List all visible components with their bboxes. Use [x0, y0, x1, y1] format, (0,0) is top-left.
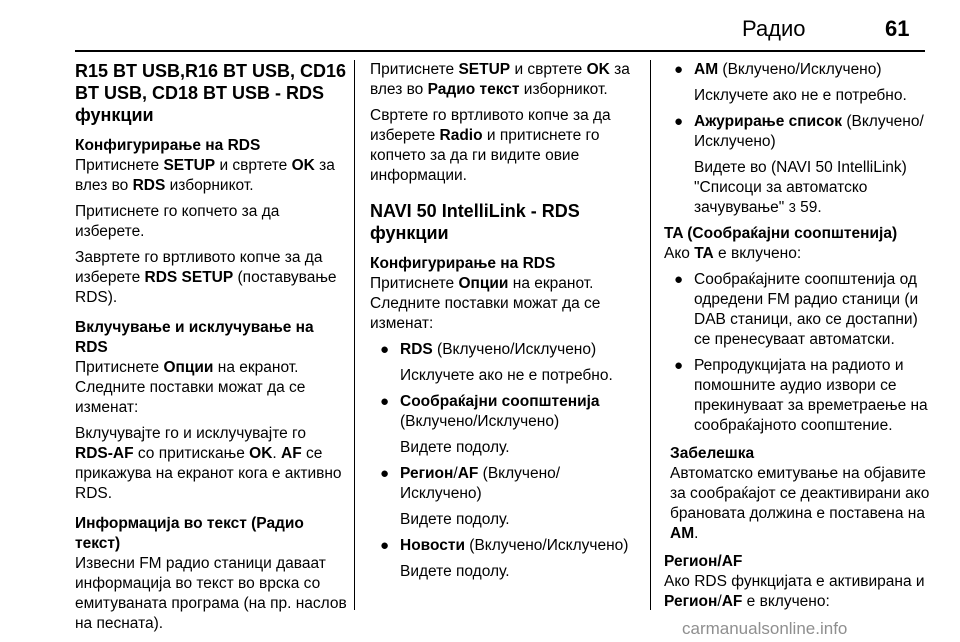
column-3 — [664, 60, 934, 618]
bullet-icon: ● — [674, 357, 684, 374]
bullet-icon: ● — [674, 61, 684, 78]
column-1 — [75, 60, 347, 640]
subheading-ta: TA (Сообраќајни соопштенија) — [664, 225, 898, 242]
column-divider-2 — [650, 60, 651, 610]
list-item: ● Ажурирање список (Вклучено/ Исклучено) Видете во (NAVI 50 IntelliLink) "Списоци за автоматско зачувување" 3 59. — [674, 113, 924, 216]
page-number: 61 — [885, 16, 910, 41]
subheading-rds-onoff: Вклучување и исклучување на RDS — [75, 319, 314, 356]
column-2 — [370, 60, 638, 588]
options-list-continued — [664, 60, 934, 218]
paragraph: Свртете го вртливото копче за да изберете Radio и притиснете го копчето за да ги видите овие информации. — [370, 107, 611, 184]
paragraph: Притиснете SETUP и свртете OK за влез во Радио текст изборникот. — [370, 61, 630, 98]
paragraph: Притиснете SETUP и свртете OK за влез во RDS изборникот. — [75, 157, 335, 194]
bullet-icon: ● — [380, 341, 390, 358]
paragraph: Притиснете Опции на екранот. Следните поставки можат да се изменат: — [370, 275, 601, 332]
options-list — [370, 340, 638, 582]
ta-list — [664, 270, 934, 436]
paragraph: Ако TA е вклучено: — [664, 245, 802, 262]
paragraph: Извесни FM радио станици даваат информација во текст во врска со емитуваната програма (на пр. наслов на песната). — [75, 555, 347, 632]
list-item: ● Сообраќајни соопштенија (Вклучено/Исклучено) Видете подолу. — [380, 393, 600, 456]
paragraph: Притиснете Опции на екранот. Следните поставки можат да се изменат: — [75, 359, 306, 416]
section-heading-r15: R15 BT USB,R16 BT USB, CD16 BT USB, CD18 BT USB - RDS функции — [75, 61, 347, 125]
column-divider-1 — [354, 60, 355, 610]
paragraph: Завртете го вртливото копче за да изберете RDS SETUP (поставување RDS). — [75, 249, 337, 306]
subheading-configure-rds: Конфигурирање на RDS — [75, 137, 261, 154]
note-text: Автоматско емитување на објавите за сообраќајот се деактивирани ако брановата должина е поставена на AM. — [670, 465, 930, 542]
note-title: Забелешка — [670, 445, 755, 462]
page-header — [0, 0, 960, 54]
list-item: ● Новости (Вклучено/Исклучено) Видете подолу. — [380, 537, 629, 580]
list-item: ● Сообраќајните соопштенија од одредени FM радио станици (и DAB станици, ако се достапни) се пренесуваат автоматски. — [674, 271, 919, 348]
subheading-radio-text: Информација во текст (Радио текст) — [75, 515, 304, 552]
subheading-region-af: Регион/AF — [664, 553, 743, 570]
page-reference-icon: 3 — [788, 200, 796, 215]
bullet-icon: ● — [380, 537, 390, 554]
header-rule — [75, 50, 925, 52]
bullet-icon: ● — [674, 113, 684, 130]
subheading-configure-rds-navi: Конфигурирање на RDS — [370, 255, 556, 272]
list-item: ● AM (Вклучено/Исклучено) Исклучете ако не е потребно. — [674, 61, 907, 104]
bullet-icon: ● — [380, 465, 390, 482]
bullet-icon: ● — [674, 271, 684, 288]
list-item: ● Регион/AF (Вклучено/ Исклучено) Видете подолу. — [380, 465, 561, 528]
watermark: carmanualsonline.info — [682, 619, 848, 638]
paragraph: Вклучувајте го и исклучувајте го RDS-AF со притискање OK. AF се прикажува на екранот кога е активно RDS. — [75, 425, 342, 502]
list-item: ● RDS (Вклучено/Исклучено) Исклучете ако не е потребно. — [380, 341, 613, 384]
paragraph: Ако RDS функцијата е активирана и Регион/AF е вклучено: — [664, 573, 925, 610]
note-box — [664, 444, 934, 544]
paragraph: Притиснете го копчето за да изберете. — [75, 203, 280, 240]
section-heading-navi50: NAVI 50 IntelliLink - RDS функции — [370, 201, 580, 243]
bullet-icon: ● — [380, 393, 390, 410]
list-item: ● Репродукцијата на радиото и помошните аудио извори се прекинуваат за времетраење на сообраќајното соопштение. — [674, 357, 928, 434]
page-title: Радио — [742, 16, 806, 41]
